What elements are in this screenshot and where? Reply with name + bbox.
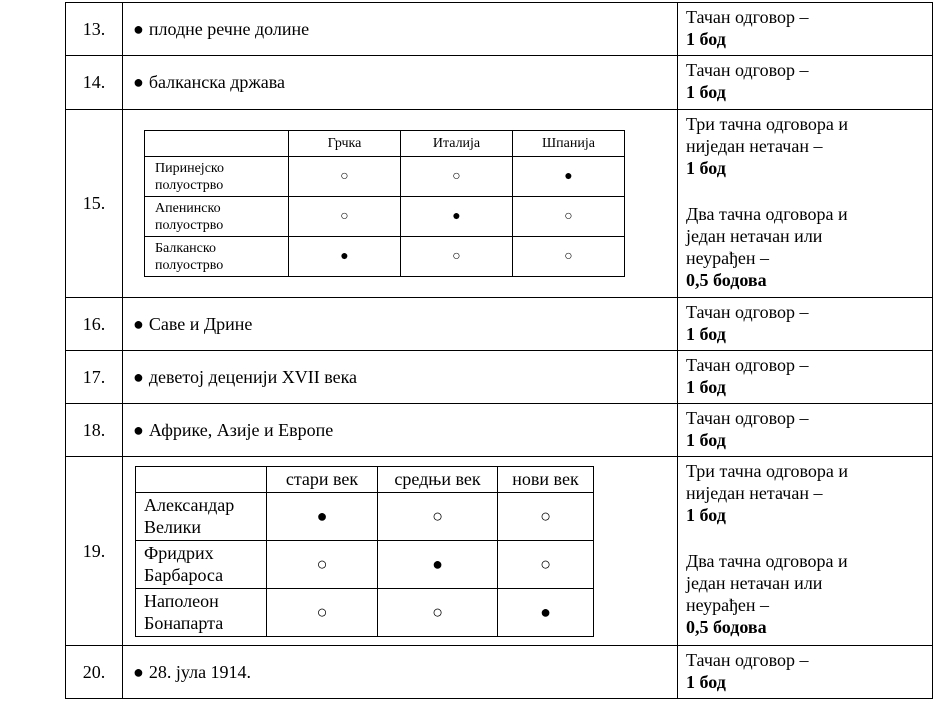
row-header	[136, 540, 267, 588]
column-header: Италија	[401, 131, 513, 157]
answer-text: Саве и Дрине	[148, 313, 253, 334]
question-number: 17.	[66, 351, 123, 404]
score-points: 1 бод	[686, 82, 726, 102]
mark-cell: ○	[378, 492, 498, 540]
table-row	[66, 56, 933, 110]
question-number: 19.	[66, 457, 123, 646]
score-points: 1 бод	[686, 29, 726, 49]
row-label: Апенинско	[155, 200, 221, 216]
mark-cell: ●	[401, 197, 513, 237]
mark-cell: ●	[513, 157, 625, 197]
corner-cell	[145, 131, 289, 157]
score-points: 0,5 бодова	[686, 617, 767, 637]
score-cell	[678, 457, 933, 646]
row-label: Пиринејско	[155, 160, 224, 176]
row-header	[145, 157, 289, 197]
row-label: полуострво	[155, 177, 224, 193]
answer-cell	[123, 404, 678, 457]
score-cell	[678, 404, 933, 457]
answer-cell	[123, 646, 678, 699]
score-cell	[678, 110, 933, 298]
score-text: Два тачна одговора и	[686, 204, 848, 224]
answer-cell	[123, 110, 678, 298]
mark-cell: ○	[289, 157, 401, 197]
mark-cell: ○	[378, 588, 498, 636]
score-text: Три тачна одговора и	[686, 461, 849, 481]
score-cell	[678, 56, 933, 110]
answer-text: Африке, Азије и Европе	[148, 419, 334, 440]
bullet-icon: ●	[133, 18, 144, 39]
score-points: 1 бод	[686, 158, 726, 178]
mark-cell: ○	[401, 237, 513, 277]
mark-cell: ○	[513, 197, 625, 237]
answer-key-table	[65, 2, 933, 699]
score-text: један нетачан или	[686, 573, 823, 593]
question-number: 16.	[66, 298, 123, 351]
bullet-icon: ●	[133, 366, 144, 387]
table-row	[66, 298, 933, 351]
score-cell	[678, 351, 933, 404]
answer-text: деветој деценији XVII века	[148, 366, 358, 387]
answer-cell	[123, 298, 678, 351]
column-header: средњи век	[378, 466, 498, 492]
score-text: Тачан одговор –	[686, 7, 809, 27]
row-header	[136, 588, 267, 636]
score-points: 0,5 бодова	[686, 270, 767, 290]
column-header: нови век	[498, 466, 594, 492]
row-label: Барбароса	[144, 565, 224, 585]
row-header	[145, 197, 289, 237]
mark-cell: ○	[289, 197, 401, 237]
score-cell	[678, 646, 933, 699]
table-row	[66, 351, 933, 404]
bullet-icon: ●	[133, 661, 144, 682]
score-points: 1 бод	[686, 324, 726, 344]
matching-table	[135, 466, 594, 637]
question-number: 18.	[66, 404, 123, 457]
column-header: стари век	[267, 466, 378, 492]
answer-cell	[123, 351, 678, 404]
score-points: 1 бод	[686, 505, 726, 525]
corner-cell	[136, 466, 267, 492]
bullet-icon: ●	[133, 72, 144, 92]
row-label: Фридрих	[144, 543, 214, 563]
answer-text: 28. јула 1914.	[148, 661, 252, 682]
question-number: 14.	[66, 56, 123, 110]
score-text: Тачан одговор –	[686, 355, 809, 375]
mark-cell: ●	[289, 237, 401, 277]
mark-cell: ●	[267, 492, 378, 540]
table-row	[66, 3, 933, 56]
table-row	[66, 404, 933, 457]
score-text: Тачан одговор –	[686, 650, 809, 670]
mark-cell: ○	[267, 588, 378, 636]
question-number: 13.	[66, 3, 123, 56]
mark-cell: ○	[498, 492, 594, 540]
matching-table	[144, 130, 625, 277]
score-text: Три тачна одговора и	[686, 114, 849, 134]
score-text: ниједан нетачан –	[686, 483, 823, 503]
score-text: Тачан одговор –	[686, 408, 809, 428]
answer-text: балканска држава	[148, 72, 286, 92]
mark-cell: ○	[498, 540, 594, 588]
score-text: неурађен –	[686, 248, 769, 268]
row-label: Велики	[144, 517, 201, 537]
row-header	[145, 237, 289, 277]
row-label: Балканско	[155, 240, 216, 256]
row-label: Наполеон	[144, 591, 219, 611]
answer-cell	[123, 3, 678, 56]
score-points: 1 бод	[686, 672, 726, 692]
mark-cell: ○	[401, 157, 513, 197]
question-number: 20.	[66, 646, 123, 699]
score-points: 1 бод	[686, 430, 726, 450]
row-label: Бонапарта	[144, 613, 224, 633]
row-label: полуострво	[155, 217, 224, 233]
score-text: неурађен –	[686, 595, 769, 615]
row-label: Александар	[144, 495, 235, 515]
score-points: 1 бод	[686, 377, 726, 397]
score-text: ниједан нетачан –	[686, 136, 823, 156]
row-header	[136, 492, 267, 540]
score-text: Тачан одговор –	[686, 302, 809, 322]
column-header: Грчка	[289, 131, 401, 157]
score-text: Два тачна одговора и	[686, 551, 848, 571]
question-number: 15.	[66, 110, 123, 298]
table-row	[66, 457, 933, 646]
table-row	[66, 646, 933, 699]
score-cell	[678, 298, 933, 351]
table-row	[66, 110, 933, 298]
answer-cell	[123, 457, 678, 646]
bullet-icon: ●	[133, 313, 144, 334]
score-text: један нетачан или	[686, 226, 823, 246]
bullet-icon: ●	[133, 419, 144, 440]
mark-cell: ○	[267, 540, 378, 588]
mark-cell: ○	[513, 237, 625, 277]
answer-text: плодне речне долине	[148, 18, 310, 39]
answer-cell	[123, 56, 678, 110]
mark-cell: ●	[378, 540, 498, 588]
row-label: полуострво	[155, 257, 224, 273]
score-text: Тачан одговор –	[686, 60, 809, 80]
score-cell	[678, 3, 933, 56]
column-header: Шпанија	[513, 131, 625, 157]
mark-cell: ●	[498, 588, 594, 636]
